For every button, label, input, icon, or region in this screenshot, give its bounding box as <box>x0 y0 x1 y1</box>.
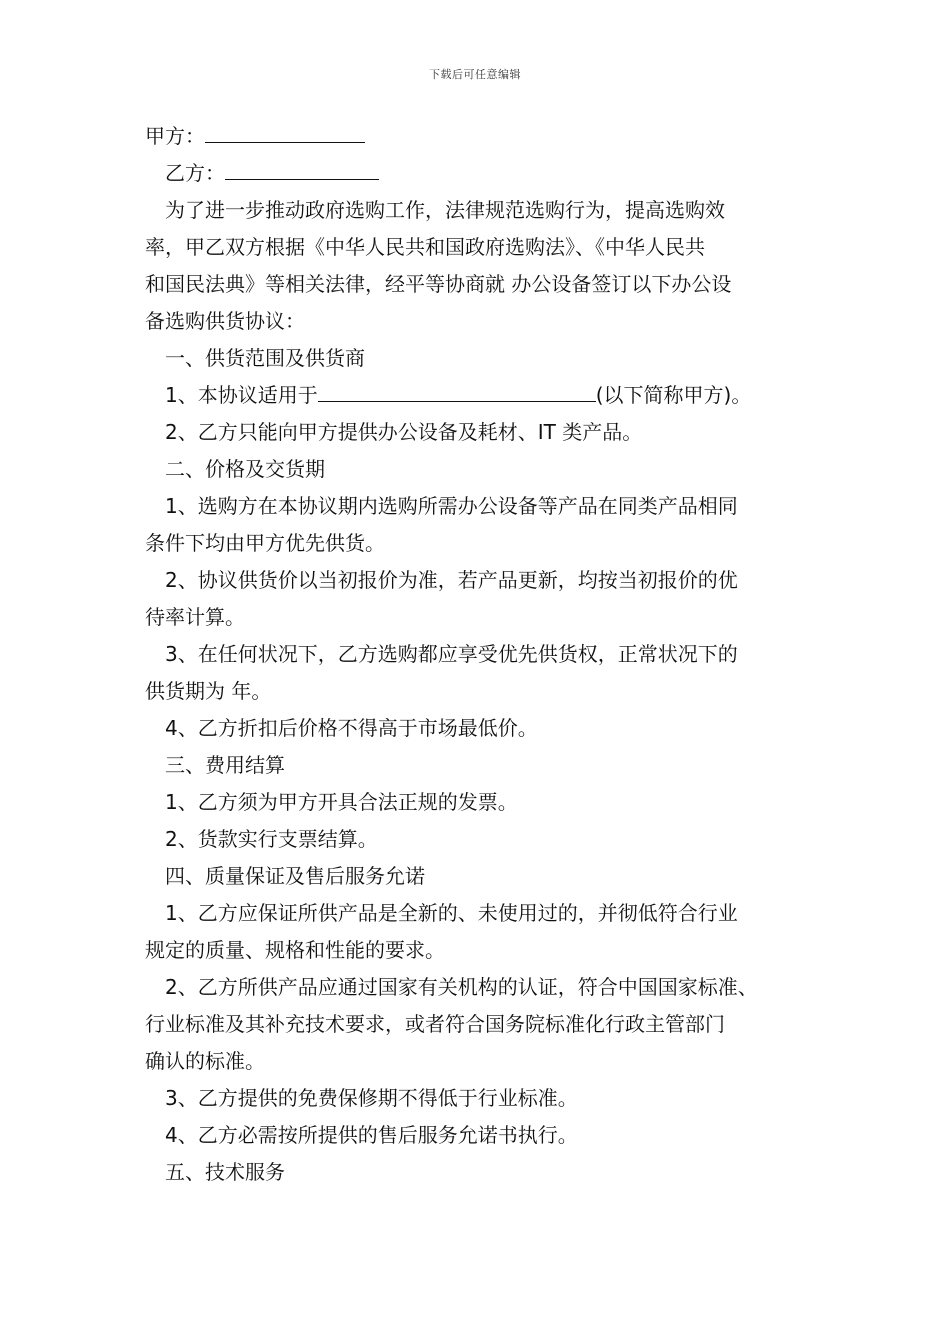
intro-line-1: 为了进一步推动政府选购工作，法律规范选购行为，提高选购效 <box>165 198 725 222</box>
section-1-item-1-prefix: 1、本协议适用于 <box>165 383 318 407</box>
scope-blank <box>318 379 596 402</box>
section-2-item-1-line-2: 条件下均由甲方优先供货。 <box>145 531 385 555</box>
section-2-item-3-line-2: 供货期为 年。 <box>145 679 272 703</box>
page-header: 下载后可任意编辑 <box>429 68 521 81</box>
party-a-blank <box>205 120 365 143</box>
section-4-item-1-line-1: 1、乙方应保证所供产品是全新的、未使用过的，并彻低符合行业 <box>165 901 738 925</box>
section-1-item-2: 2、乙方只能向甲方提供办公设备及耗材、IT 类产品。 <box>165 420 643 444</box>
section-2-item-2-line-2: 待率计算。 <box>145 605 245 629</box>
section-2-item-2-line-1: 2、协议供货价以当初报价为准，若产品更新，均按当初报价的优 <box>165 568 738 592</box>
section-4-item-4: 4、乙方必需按所提供的售后服务允诺书执行。 <box>165 1123 578 1147</box>
section-3-title: 三、费用结算 <box>165 753 285 777</box>
document-body <box>145 118 815 1191</box>
intro-line-4: 备选购供货协议： <box>145 309 305 333</box>
section-4-item-2-line-1: 2、乙方所供产品应通过国家有关机构的认证，符合中国国家标准、 <box>165 975 758 999</box>
section-1-title: 一、供货范围及供货商 <box>165 346 365 370</box>
section-4-item-3: 3、乙方提供的免费保修期不得低于行业标准。 <box>165 1086 578 1110</box>
section-4-title: 四、质量保证及售后服务允诺 <box>165 864 425 888</box>
section-3-item-1: 1、乙方须为甲方开具合法正规的发票。 <box>165 790 518 814</box>
section-3-item-2: 2、货款实行支票结算。 <box>165 827 378 851</box>
party-b-blank <box>225 157 379 180</box>
section-2-item-4: 4、乙方折扣后价格不得高于市场最低价。 <box>165 716 538 740</box>
section-4-item-1-line-2: 规定的质量、规格和性能的要求。 <box>145 938 445 962</box>
party-b-label: 乙方： <box>165 161 225 185</box>
party-b-line <box>145 155 815 192</box>
section-2-title: 二、价格及交货期 <box>165 457 325 481</box>
section-2-item-1-line-1: 1、选购方在本协议期内选购所需办公设备等产品在同类产品相同 <box>165 494 738 518</box>
section-2-item-3-line-1: 3、在任何状况下，乙方选购都应享受优先供货权，正常状况下的 <box>165 642 738 666</box>
intro-line-2: 率，甲乙双方根据《中华人民共和国政府选购法》、《中华人民共 <box>145 235 705 259</box>
section-1-item-1-suffix: (以下简称甲方)。 <box>595 383 752 407</box>
section-5-title: 五、技术服务 <box>165 1160 285 1184</box>
party-a-line <box>145 118 815 155</box>
intro-line-3: 和国民法典》等相关法律，经平等协商就 办公设备签订以下办公设 <box>145 272 732 296</box>
party-a-label: 甲方： <box>145 124 205 148</box>
section-4-item-2-line-2: 行业标准及其补充技术要求，或者符合国务院标准化行政主管部门 <box>145 1012 725 1036</box>
section-1-item-1 <box>145 377 815 414</box>
section-4-item-2-line-3: 确认的标准。 <box>145 1049 265 1073</box>
